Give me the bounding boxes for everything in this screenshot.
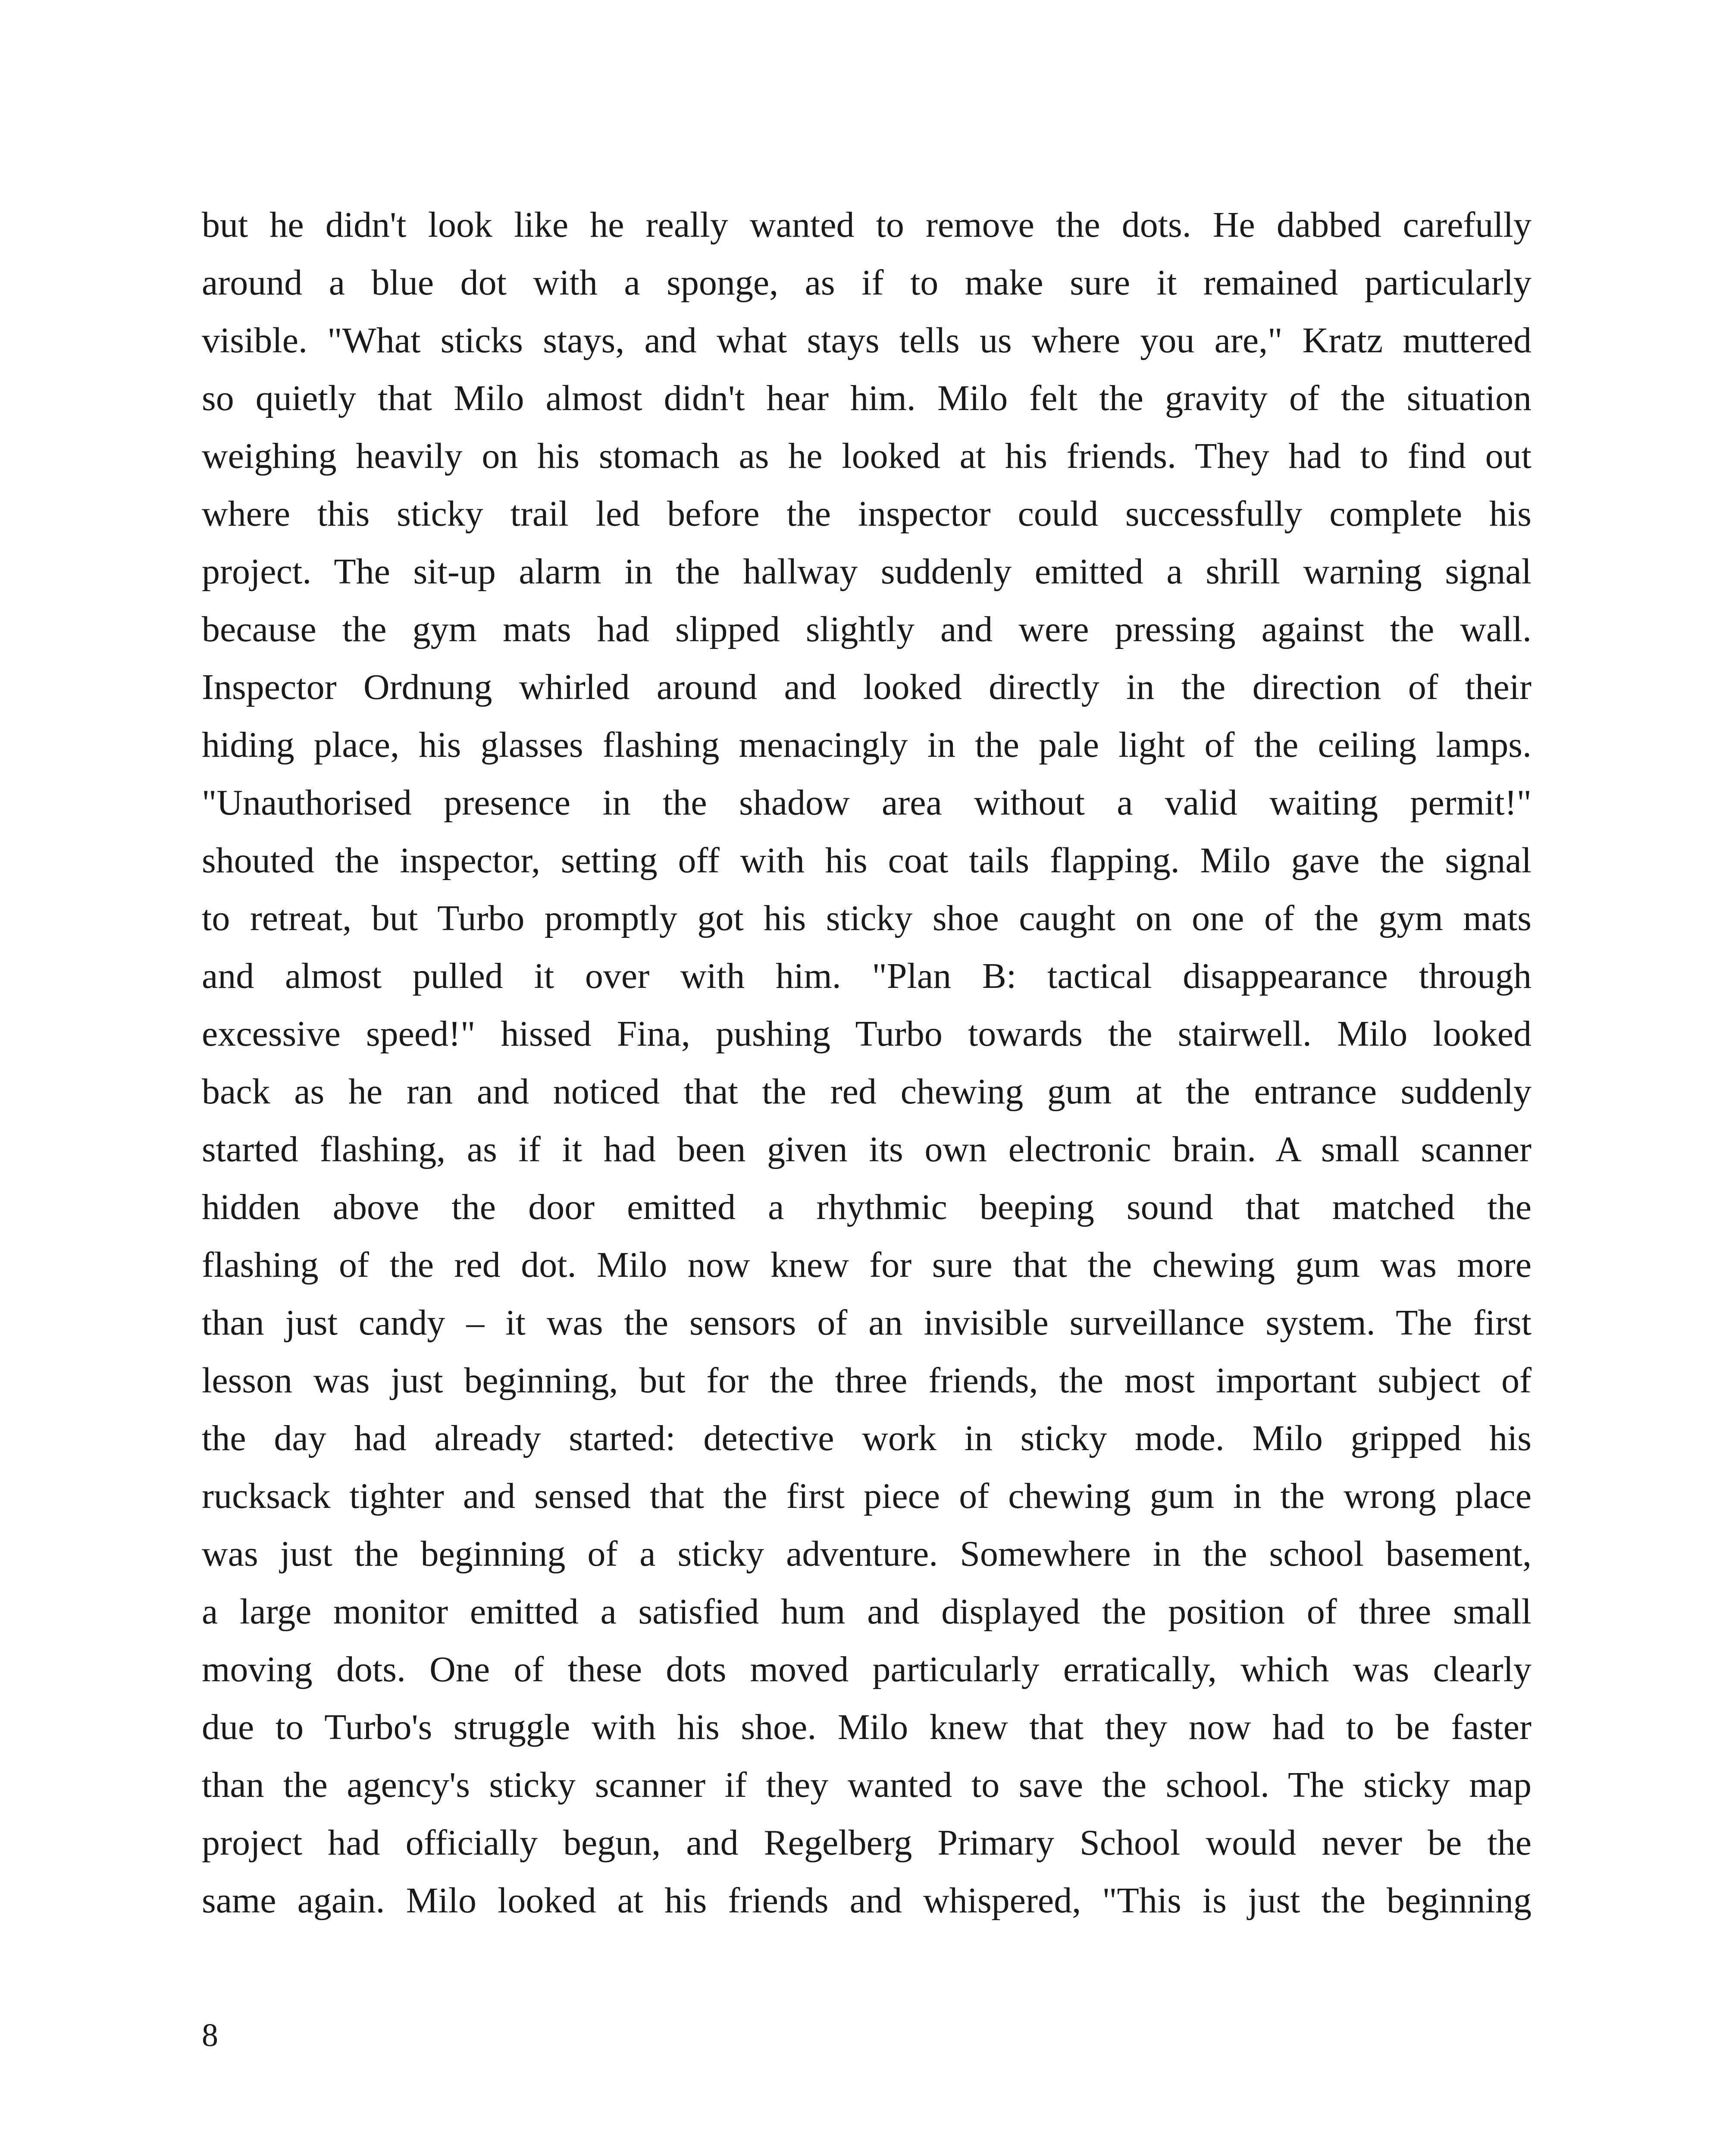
text-line: started flashing, as if it had been given its own electronic brain. A small scanner (202, 1129, 1532, 1169)
text-line: than the agency's sticky scanner if they wanted to save the school. The sticky map (202, 1765, 1532, 1805)
text-line: around a blue dot with a sponge, as if to make sure it remained particularly (202, 263, 1532, 303)
text-line: so quietly that Milo almost didn't hear him. Milo felt the gravity of the situation (202, 378, 1532, 418)
text-line: weighing heavily on his stomach as he looked at his friends. They had to find out (202, 436, 1532, 476)
body-text (202, 196, 1532, 1930)
text-line: but he didn't look like he really wanted to remove the dots. He dabbed carefully (202, 205, 1532, 245)
text-line: "Unauthorised presence in the shadow area without a valid waiting permit!" (202, 783, 1532, 823)
text-line: project. The sit-up alarm in the hallway suddenly emitted a shrill warning signal (202, 552, 1532, 592)
text-line: moving dots. One of these dots moved particularly erratically, which was clearly (202, 1649, 1532, 1689)
text-line: rucksack tighter and sensed that the first piece of chewing gum in the wrong place (202, 1476, 1532, 1516)
text-line: where this sticky trail led before the inspector could successfully complete his (202, 494, 1532, 534)
text-line: same again. Milo looked at his friends and whispered, "This is just the beginning (202, 1880, 1532, 1921)
text-line: shouted the inspector, setting off with his coat tails flapping. Milo gave the signal (202, 840, 1532, 881)
text-line: hidden above the door emitted a rhythmic beeping sound that matched the (202, 1187, 1532, 1227)
text-line: than just candy – it was the sensors of an invisible surveillance system. The first (202, 1303, 1532, 1343)
page-number: 8 (202, 2017, 218, 2053)
text-line: visible. "What sticks stays, and what stays tells us where you are," Kratz muttered (202, 320, 1532, 360)
text-line: back as he ran and noticed that the red chewing gum at the entrance suddenly (202, 1072, 1532, 1112)
text-line: a large monitor emitted a satisfied hum and displayed the position of three small (202, 1592, 1532, 1632)
text-line: excessive speed!" hissed Fina, pushing Turbo towards the stairwell. Milo looked (202, 1014, 1532, 1054)
text-line: because the gym mats had slipped slightly and were pressing against the wall. (202, 609, 1532, 649)
text-line: Inspector Ordnung whirled around and looked directly in the direction of their (202, 667, 1532, 707)
text-line: flashing of the red dot. Milo now knew for sure that the chewing gum was more (202, 1245, 1532, 1285)
text-line: project had officially begun, and Regelberg Primary School would never be the (202, 1823, 1532, 1863)
text-line: hiding place, his glasses flashing menacingly in the pale light of the ceiling lamps. (202, 725, 1532, 765)
text-line: lesson was just beginning, but for the three friends, the most important subject of (202, 1360, 1532, 1401)
text-line: due to Turbo's struggle with his shoe. Milo knew that they now had to be faster (202, 1707, 1532, 1747)
text-line: was just the beginning of a sticky adventure. Somewhere in the school basement, (202, 1534, 1532, 1574)
text-line: and almost pulled it over with him. "Plan B: tactical disappearance through (202, 956, 1532, 996)
text-line: the day had already started: detective work in sticky mode. Milo gripped his (202, 1418, 1532, 1458)
text-line: to retreat, but Turbo promptly got his sticky shoe caught on one of the gym mats (202, 898, 1532, 938)
